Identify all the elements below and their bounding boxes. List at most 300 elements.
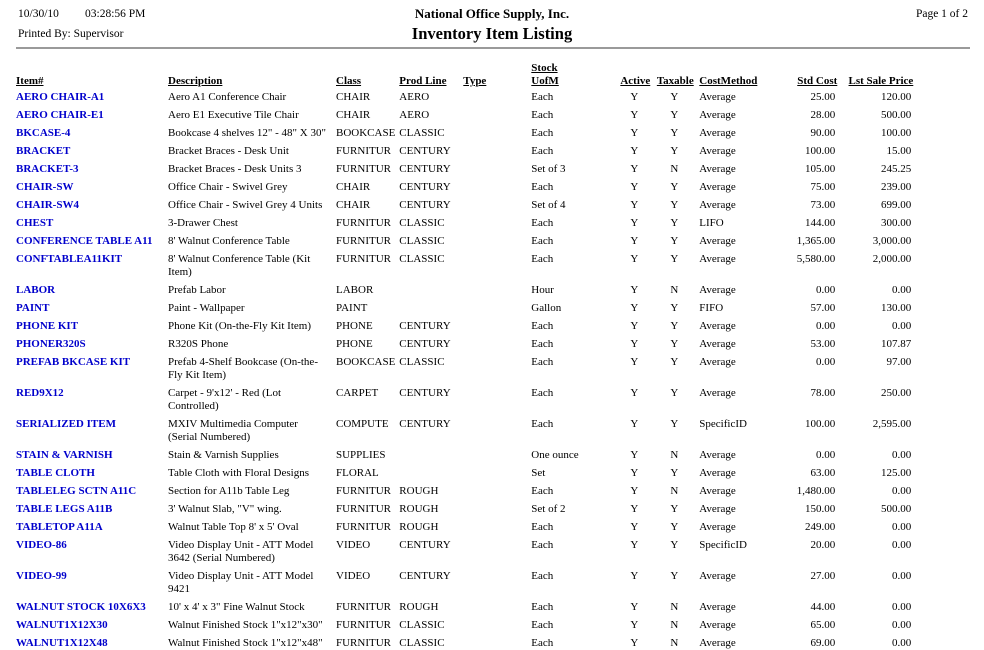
item-costmethod: Average — [699, 199, 736, 211]
item-uofm: Each — [531, 387, 554, 399]
item-prodline: CENTURY — [399, 320, 451, 332]
item-type — [463, 637, 531, 650]
item-taxable-flag: Y — [670, 145, 679, 157]
item-description: Prefab Labor — [168, 284, 226, 296]
item-description: 8' Walnut Conference Table (Kit Item) — [168, 253, 311, 278]
item-class: PAINT — [336, 302, 368, 314]
col-header-lstsaleprice: Lst Sale Price — [848, 75, 914, 87]
item-active-flag: Y — [630, 253, 639, 265]
item-taxable-flag: Y — [670, 418, 679, 430]
item-uofm: Each — [531, 356, 554, 368]
item-costmethod: Average — [699, 637, 736, 649]
item-description: Phone Kit (On-the-Fly Kit Item) — [168, 320, 311, 332]
item-class: FURNITUR — [336, 163, 392, 175]
item-lstsaleprice: 250.00 — [881, 387, 912, 399]
item-uofm: Each — [531, 109, 554, 121]
item-number-link[interactable]: LABOR — [16, 284, 56, 296]
item-costmethod: LIFO — [699, 217, 724, 229]
item-description: Aero A1 Conference Chair — [168, 91, 287, 103]
item-active-flag: Y — [630, 356, 639, 368]
item-description: Paint - Wallpaper — [168, 302, 245, 314]
col-header-type: Type — [463, 75, 487, 87]
item-description: 10' x 4' x 3" Fine Walnut Stock — [168, 601, 305, 613]
item-lstsaleprice: 107.87 — [881, 338, 912, 350]
item-active-flag: Y — [630, 338, 639, 350]
item-taxable-flag: Y — [670, 91, 679, 103]
item-prodline: CLASSIC — [399, 127, 445, 139]
item-taxable-flag: Y — [670, 539, 679, 551]
table-row — [16, 235, 915, 253]
item-stdcost: 78.00 — [810, 387, 836, 399]
item-costmethod: Average — [699, 284, 736, 296]
item-description: Aero E1 Executive Tile Chair — [168, 109, 299, 121]
item-number-link[interactable]: CHEST — [16, 217, 54, 229]
item-taxable-flag: Y — [670, 521, 679, 533]
table-row — [16, 109, 915, 127]
item-number-link[interactable]: RED9X12 — [16, 387, 64, 399]
item-uofm: Set — [531, 467, 546, 479]
table-row — [16, 163, 915, 181]
item-stdcost: 0.00 — [816, 284, 836, 296]
item-costmethod: Average — [699, 163, 736, 175]
item-class: BOOKCASE — [336, 127, 396, 139]
item-active-flag: Y — [630, 619, 639, 631]
item-number-link[interactable]: WALNUT1X12X30 — [16, 619, 108, 631]
item-costmethod: FIFO — [699, 302, 724, 314]
item-type — [463, 338, 531, 356]
item-lstsaleprice: 0.00 — [892, 637, 912, 649]
item-costmethod: Average — [699, 91, 736, 103]
col-header-active: Active — [620, 75, 651, 87]
item-prodline: CENTURY — [399, 145, 451, 157]
item-costmethod: Average — [699, 449, 736, 461]
item-uofm: Each — [531, 338, 554, 350]
item-uofm: Each — [531, 127, 554, 139]
item-stdcost: 0.00 — [816, 449, 836, 461]
item-active-flag: Y — [630, 521, 639, 533]
item-type — [463, 320, 531, 338]
inventory-table — [16, 62, 915, 650]
item-number-link[interactable]: PHONER320S — [16, 338, 86, 350]
item-stdcost: 65.00 — [810, 619, 836, 631]
item-taxable-flag: N — [670, 449, 679, 461]
item-class: FURNITUR — [336, 601, 392, 613]
item-costmethod: Average — [699, 109, 736, 121]
item-uofm: Hour — [531, 284, 554, 296]
item-class: FURNITUR — [336, 235, 392, 247]
item-uofm: One ounce — [531, 449, 579, 461]
item-active-flag: Y — [630, 302, 639, 314]
item-costmethod: Average — [699, 356, 736, 368]
item-stdcost: 1,480.00 — [796, 485, 836, 497]
item-stdcost: 75.00 — [810, 181, 836, 193]
item-taxable-flag: Y — [670, 199, 679, 211]
item-lstsaleprice: 300.00 — [881, 217, 912, 229]
printed-by: Printed By: Supervisor — [18, 28, 124, 40]
item-description: R320S Phone — [168, 338, 229, 350]
item-active-flag: Y — [630, 449, 639, 461]
item-description: Office Chair - Swivel Grey — [168, 181, 288, 193]
item-uofm: Each — [531, 181, 554, 193]
table-row — [16, 145, 915, 163]
item-description: Prefab 4-Shelf Bookcase (On-the-Fly Kit Item) — [168, 356, 318, 381]
item-number-link[interactable]: CHAIR-SW — [16, 181, 74, 193]
item-prodline: CENTURY — [399, 539, 451, 551]
item-number-link[interactable]: TABLE CLOTH — [16, 467, 95, 479]
table-row — [16, 418, 915, 449]
item-uofm: Each — [531, 619, 554, 631]
item-description: Office Chair - Swivel Grey 4 Units — [168, 199, 323, 211]
item-prodline — [399, 284, 463, 302]
item-stdcost: 100.00 — [805, 145, 836, 157]
col-header-item: Item# — [16, 75, 44, 87]
item-type — [463, 109, 531, 127]
item-stdcost: 5,580.00 — [796, 253, 836, 265]
item-lstsaleprice: 0.00 — [892, 284, 912, 296]
item-uofm: Each — [531, 235, 554, 247]
item-taxable-flag: N — [670, 485, 679, 497]
item-class: BOOKCASE — [336, 356, 396, 368]
item-lstsaleprice: 0.00 — [892, 320, 912, 332]
item-uofm: Set of 4 — [531, 199, 566, 211]
item-description: Video Display Unit - ATT Model 3642 (Serial Numbered) — [168, 539, 314, 564]
item-lstsaleprice: 0.00 — [892, 449, 912, 461]
table-row — [16, 320, 915, 338]
item-class: FURNITUR — [336, 521, 392, 533]
item-description: Walnut Finished Stock 1"x12"x30" — [168, 619, 323, 631]
item-number-link[interactable]: PREFAB BKCASE KIT — [16, 356, 131, 368]
item-taxable-flag: Y — [670, 503, 679, 515]
item-type — [463, 181, 531, 199]
item-class: FURNITUR — [336, 217, 392, 229]
item-taxable-flag: Y — [670, 338, 679, 350]
item-number-link[interactable]: WALNUT1X12X48 — [16, 637, 108, 649]
item-prodline: CLASSIC — [399, 235, 445, 247]
item-prodline: CENTURY — [399, 570, 451, 582]
item-class: FURNITUR — [336, 145, 392, 157]
item-description: Carpet - 9'x12' - Red (Lot Controlled) — [168, 387, 282, 412]
item-class: SUPPLIES — [336, 449, 386, 461]
item-active-flag: Y — [630, 320, 639, 332]
item-type — [463, 521, 531, 539]
report-time: 03:28:56 PM — [85, 8, 146, 20]
item-class: FURNITUR — [336, 637, 392, 649]
item-number-link[interactable]: BRACKET — [16, 145, 71, 157]
item-stdcost: 44.00 — [810, 601, 836, 613]
item-stdcost: 249.00 — [805, 521, 836, 533]
item-uofm: Each — [531, 217, 554, 229]
item-active-flag: Y — [630, 387, 639, 399]
table-row — [16, 127, 915, 145]
item-uofm: Each — [531, 539, 554, 551]
item-uofm: Each — [531, 637, 554, 649]
col-header-costmethod: CostMethod — [699, 75, 758, 87]
item-description: Table Cloth with Floral Designs — [168, 467, 309, 479]
item-prodline: CLASSIC — [399, 619, 445, 631]
item-type — [463, 485, 531, 503]
table-row — [16, 601, 915, 619]
item-stdcost: 28.00 — [810, 109, 836, 121]
table-row — [16, 539, 915, 570]
item-taxable-flag: Y — [670, 127, 679, 139]
item-uofm: Each — [531, 485, 554, 497]
item-prodline: CLASSIC — [399, 217, 445, 229]
item-class: CARPET — [336, 387, 379, 399]
item-number-link[interactable]: WALNUT STOCK 10X6X3 — [16, 601, 146, 613]
item-lstsaleprice: 97.00 — [886, 356, 912, 368]
item-type — [463, 467, 531, 485]
item-type — [463, 503, 531, 521]
item-prodline: CLASSIC — [399, 356, 445, 368]
item-costmethod: Average — [699, 485, 736, 497]
item-class: COMPUTE — [336, 418, 389, 430]
table-row — [16, 356, 915, 387]
table-row — [16, 503, 915, 521]
item-stdcost: 144.00 — [805, 217, 836, 229]
table-row — [16, 467, 915, 485]
col-header-prodline: Prod Line — [399, 75, 447, 87]
item-stdcost: 69.00 — [810, 637, 836, 649]
item-lstsaleprice: 15.00 — [886, 145, 912, 157]
item-lstsaleprice: 2,595.00 — [872, 418, 912, 430]
table-row — [16, 338, 915, 356]
item-taxable-flag: Y — [670, 181, 679, 193]
table-row — [16, 485, 915, 503]
item-type — [463, 145, 531, 163]
report-title: Inventory Item Listing — [411, 24, 573, 43]
item-active-flag: Y — [630, 637, 639, 649]
item-taxable-flag: N — [670, 619, 679, 631]
item-description: Bracket Braces - Desk Units 3 — [168, 163, 302, 175]
item-active-flag: Y — [630, 601, 639, 613]
item-number-link[interactable]: PHONE KIT — [16, 320, 79, 332]
item-taxable-flag: Y — [670, 356, 679, 368]
item-stdcost: 100.00 — [805, 418, 836, 430]
item-uofm: Each — [531, 253, 554, 265]
item-uofm: Each — [531, 91, 554, 103]
item-uofm: Each — [531, 570, 554, 582]
item-number-link[interactable]: VIDEO-86 — [16, 539, 67, 551]
item-uofm: Set of 3 — [531, 163, 566, 175]
item-lstsaleprice: 245.25 — [881, 163, 912, 175]
item-costmethod: Average — [699, 127, 736, 139]
item-number-link[interactable]: CONFERENCE TABLE A11 — [16, 235, 153, 247]
item-stdcost: 25.00 — [810, 91, 836, 103]
item-description: 8' Walnut Conference Table — [168, 235, 290, 247]
item-stdcost: 27.00 — [810, 570, 836, 582]
item-type — [463, 356, 531, 387]
table-row — [16, 253, 915, 284]
item-prodline: ROUGH — [399, 521, 439, 533]
item-taxable-flag: Y — [670, 235, 679, 247]
item-costmethod: Average — [699, 467, 736, 479]
col-header-stdcost: Std Cost — [797, 75, 838, 87]
item-number-link[interactable]: VIDEO-99 — [16, 570, 67, 582]
item-uofm: Each — [531, 145, 554, 157]
item-lstsaleprice: 239.00 — [881, 181, 912, 193]
item-prodline — [399, 467, 463, 485]
table-row — [16, 284, 915, 302]
table-row — [16, 91, 915, 109]
item-taxable-flag: N — [670, 601, 679, 613]
table-row — [16, 449, 915, 467]
item-taxable-flag: N — [670, 163, 679, 175]
item-type — [463, 302, 531, 320]
item-active-flag: Y — [630, 418, 639, 430]
item-active-flag: Y — [630, 127, 639, 139]
item-taxable-flag: Y — [670, 217, 679, 229]
item-type — [463, 127, 531, 145]
item-lstsaleprice: 3,000.00 — [872, 235, 912, 247]
table-row — [16, 570, 915, 601]
item-prodline: CENTURY — [399, 163, 451, 175]
item-class: FURNITUR — [336, 619, 392, 631]
item-class: LABOR — [336, 284, 374, 296]
item-stdcost: 63.00 — [810, 467, 836, 479]
item-uofm: Gallon — [531, 302, 562, 314]
item-lstsaleprice: 120.00 — [881, 91, 912, 103]
item-stdcost: 105.00 — [805, 163, 836, 175]
header-divider — [16, 47, 970, 49]
item-active-flag: Y — [630, 503, 639, 515]
col-header-stock-uofm: Stock UofM — [531, 62, 559, 87]
item-costmethod: Average — [699, 503, 736, 515]
item-number-link[interactable]: TABLETOP A11A — [16, 521, 103, 533]
item-prodline: CENTURY — [399, 338, 451, 350]
item-number-link[interactable]: TABLE LEGS A11B — [16, 503, 113, 515]
item-active-flag: Y — [630, 485, 639, 497]
item-costmethod: SpecificID — [699, 418, 747, 430]
item-type — [463, 284, 531, 302]
item-lstsaleprice: 0.00 — [892, 485, 912, 497]
item-class: CHAIR — [336, 109, 371, 121]
item-number-link[interactable]: PAINT — [16, 302, 50, 314]
item-costmethod: Average — [699, 387, 736, 399]
item-number-link[interactable]: AERO CHAIR-E1 — [16, 109, 104, 121]
item-type — [463, 539, 531, 570]
item-stdcost: 73.00 — [810, 199, 836, 211]
item-costmethod: SpecificID — [699, 539, 747, 551]
item-description: Walnut Finished Stock 1"x12"x48" — [168, 637, 323, 649]
item-taxable-flag: Y — [670, 302, 679, 314]
item-description: Bracket Braces - Desk Unit — [168, 145, 289, 157]
item-lstsaleprice: 0.00 — [892, 619, 912, 631]
item-stdcost: 90.00 — [810, 127, 836, 139]
item-number-link[interactable]: SERIALIZED ITEM — [16, 418, 116, 430]
item-active-flag: Y — [630, 145, 639, 157]
col-header-taxable: Taxable — [656, 75, 694, 87]
col-header-description: Description — [168, 75, 223, 87]
item-costmethod: Average — [699, 253, 736, 265]
item-stdcost: 53.00 — [810, 338, 836, 350]
col-header-class: Class — [336, 75, 362, 87]
item-active-flag: Y — [630, 91, 639, 103]
item-taxable-flag: N — [670, 284, 679, 296]
item-lstsaleprice: 500.00 — [881, 503, 912, 515]
item-type — [463, 235, 531, 253]
item-prodline: ROUGH — [399, 503, 439, 515]
item-uofm: Each — [531, 521, 554, 533]
item-prodline: CLASSIC — [399, 637, 445, 649]
page-indicator: Page 1 of 2 — [915, 8, 968, 20]
item-costmethod: Average — [699, 521, 736, 533]
table-header-row — [16, 62, 915, 91]
item-number-link[interactable]: TABLELEG SCTN A11C — [16, 485, 137, 497]
item-lstsaleprice: 100.00 — [881, 127, 912, 139]
item-costmethod: Average — [699, 601, 736, 613]
item-stdcost: 20.00 — [810, 539, 836, 551]
item-taxable-flag: Y — [670, 387, 679, 399]
item-lstsaleprice: 125.00 — [881, 467, 912, 479]
table-row — [16, 302, 915, 320]
item-description: Video Display Unit - ATT Model 9421 — [168, 570, 314, 595]
item-number-link[interactable]: CONFTABLEA11KIT — [16, 253, 123, 265]
item-prodline — [399, 302, 463, 320]
item-class: FURNITUR — [336, 253, 392, 265]
item-prodline — [399, 449, 463, 467]
item-class: VIDEO — [336, 539, 371, 551]
item-taxable-flag: Y — [670, 570, 679, 582]
item-active-flag: Y — [630, 467, 639, 479]
item-uofm: Each — [531, 601, 554, 613]
item-active-flag: Y — [630, 181, 639, 193]
item-costmethod: Average — [699, 145, 736, 157]
item-uofm: Each — [531, 320, 554, 332]
item-description: Stain & Varnish Supplies — [168, 449, 279, 461]
item-number-link[interactable]: CHAIR-SW4 — [16, 199, 79, 211]
item-active-flag: Y — [630, 217, 639, 229]
item-taxable-flag: Y — [670, 253, 679, 265]
item-class: CHAIR — [336, 181, 371, 193]
item-class: PHONE — [336, 338, 373, 350]
item-class: PHONE — [336, 320, 373, 332]
item-class: VIDEO — [336, 570, 371, 582]
table-row — [16, 387, 915, 418]
item-class: FLORAL — [336, 467, 379, 479]
item-prodline: CENTURY — [399, 387, 451, 399]
table-row — [16, 521, 915, 539]
item-type — [463, 199, 531, 217]
table-row — [16, 619, 915, 637]
item-prodline: CENTURY — [399, 181, 451, 193]
item-active-flag: Y — [630, 109, 639, 121]
item-taxable-flag: Y — [670, 109, 679, 121]
item-active-flag: Y — [630, 199, 639, 211]
item-costmethod: Average — [699, 619, 736, 631]
item-description: MXIV Multimedia Computer (Serial Numbered) — [168, 418, 298, 443]
item-lstsaleprice: 0.00 — [892, 521, 912, 533]
item-number-link[interactable]: BRACKET-3 — [16, 163, 79, 175]
item-description: 3' Walnut Slab, "V" wing. — [168, 503, 282, 515]
report-header — [0, 0, 984, 50]
item-number-link[interactable]: AERO CHAIR-A1 — [16, 91, 105, 103]
item-lstsaleprice: 0.00 — [892, 601, 912, 613]
item-number-link[interactable]: BKCASE-4 — [16, 127, 71, 139]
item-stdcost: 0.00 — [816, 320, 836, 332]
table-row — [16, 217, 915, 235]
item-prodline: CENTURY — [399, 418, 451, 430]
item-stdcost: 57.00 — [810, 302, 836, 314]
item-lstsaleprice: 0.00 — [892, 539, 912, 551]
item-costmethod: Average — [699, 320, 736, 332]
item-description: Walnut Table Top 8' x 5' Oval — [168, 521, 299, 533]
item-number-link[interactable]: STAIN & VARNISH — [16, 449, 113, 461]
table-row — [16, 181, 915, 199]
item-active-flag: Y — [630, 284, 639, 296]
item-prodline: ROUGH — [399, 485, 439, 497]
item-uofm: Each — [531, 418, 554, 430]
item-stdcost: 150.00 — [805, 503, 836, 515]
